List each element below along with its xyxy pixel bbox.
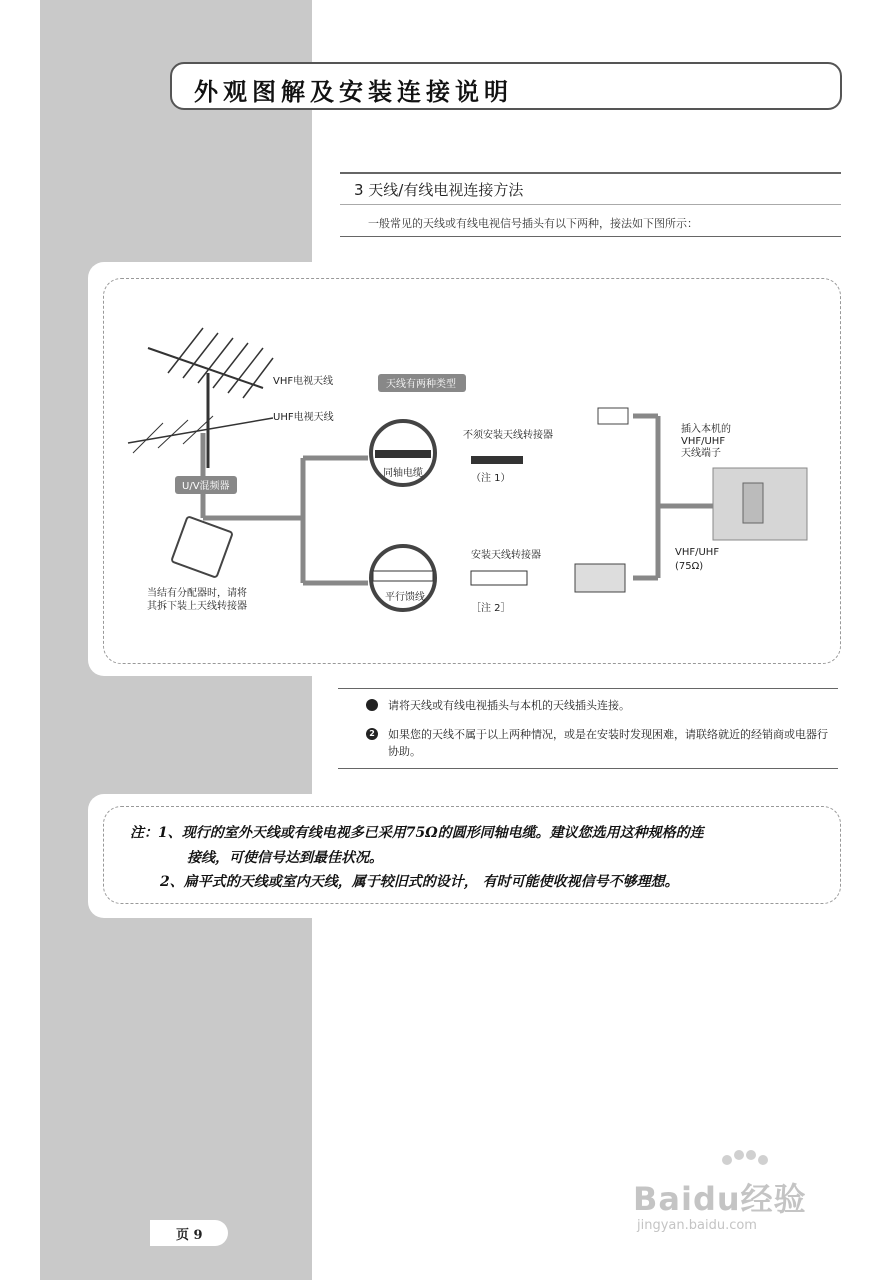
bullet-item <box>366 697 836 714</box>
bullets-top-rule <box>338 688 838 689</box>
watermark <box>633 1150 833 1240</box>
note1-ref: （注 1） <box>471 473 511 484</box>
mixer-note-line2: 其拆下装上天线转接器 <box>147 601 247 612</box>
antenna-adapter-icon <box>575 564 625 592</box>
connection-lines <box>203 416 713 583</box>
bullet-text: 如果您的天线不属于以上两种情况，或是在安装时发现困难，请联络就近的经销商或电器行协助。 <box>388 728 828 758</box>
page-number-tag <box>150 1220 228 1246</box>
vhf-antenna-label: VHF电视天线 <box>273 376 334 387</box>
coax-cable-icon <box>375 450 431 458</box>
coax-connector-icon <box>598 408 628 424</box>
section-bottom-rule <box>340 236 841 237</box>
coax-cable-label: 同轴电缆 <box>383 468 423 479</box>
coax-plug-icon <box>471 456 523 464</box>
vhf-uhf-label-2: (75Ω) <box>675 561 704 572</box>
bullet-item <box>366 726 836 760</box>
section-intro: 一般常见的天线或有线电视信号插头有以下两种，接法如下图所示： <box>368 217 698 230</box>
flat-feeder-icon <box>373 571 433 581</box>
antenna-types-label: 天线有两种类型 <box>386 379 456 390</box>
tv-antenna-terminal-icon <box>743 483 763 523</box>
plug-into-label-1: 插入本机的 <box>681 424 731 435</box>
note2-ref: ［注 2］ <box>471 603 511 614</box>
flat-feeder-label: 平行馈线 <box>385 592 425 603</box>
bullet-marker <box>366 699 378 711</box>
uhf-antenna-label: UHF电视天线 <box>273 412 334 423</box>
note-line-2: 接线，可使信号达到最佳状况。 <box>187 850 383 866</box>
splitter-icon <box>171 516 233 578</box>
section-heading: 3 天线/有线电视连接方法 <box>354 181 524 199</box>
note-line-1: 注：1、现行的室外天线或有线电视多已采用75Ω的圆形同轴电缆。建议您选用这种规格的连 <box>130 825 704 841</box>
page-title: 外观图解及安装连接说明 <box>194 77 513 106</box>
bullet-text: 请将天线或有线电视插头与本机的天线插头连接。 <box>388 699 630 712</box>
section-mid-rule <box>340 204 841 205</box>
mixer-note-line1: 当结有分配器时，请将 <box>147 588 247 599</box>
no-adapter-label: 不须安装天线转接器 <box>463 430 553 441</box>
note-line-3: 2、扁平式的天线或室内天线，属于较旧式的设计， 有时可能使收视信号不够理想。 <box>160 874 679 890</box>
page-number: 页 9 <box>176 1228 203 1243</box>
vhf-uhf-label-1: VHF/UHF <box>675 547 720 558</box>
watermark-url: jingyan.baidu.com <box>637 1218 757 1233</box>
need-adapter-label: 安装天线转接器 <box>471 550 541 561</box>
page-title-box <box>170 62 842 110</box>
bullet-marker: 2 <box>366 728 378 740</box>
plug-into-label-2: VHF/UHF <box>681 436 726 447</box>
bullets-bottom-rule <box>338 768 838 769</box>
flat-plug-icon <box>471 571 527 585</box>
watermark-brand: Baidu经验 <box>633 1180 807 1218</box>
section-top-rule <box>340 172 841 174</box>
connection-diagram <box>103 278 839 662</box>
uv-mixer-label: U/V混频器 <box>182 481 230 492</box>
plug-into-label-3: 天线端子 <box>681 448 721 459</box>
